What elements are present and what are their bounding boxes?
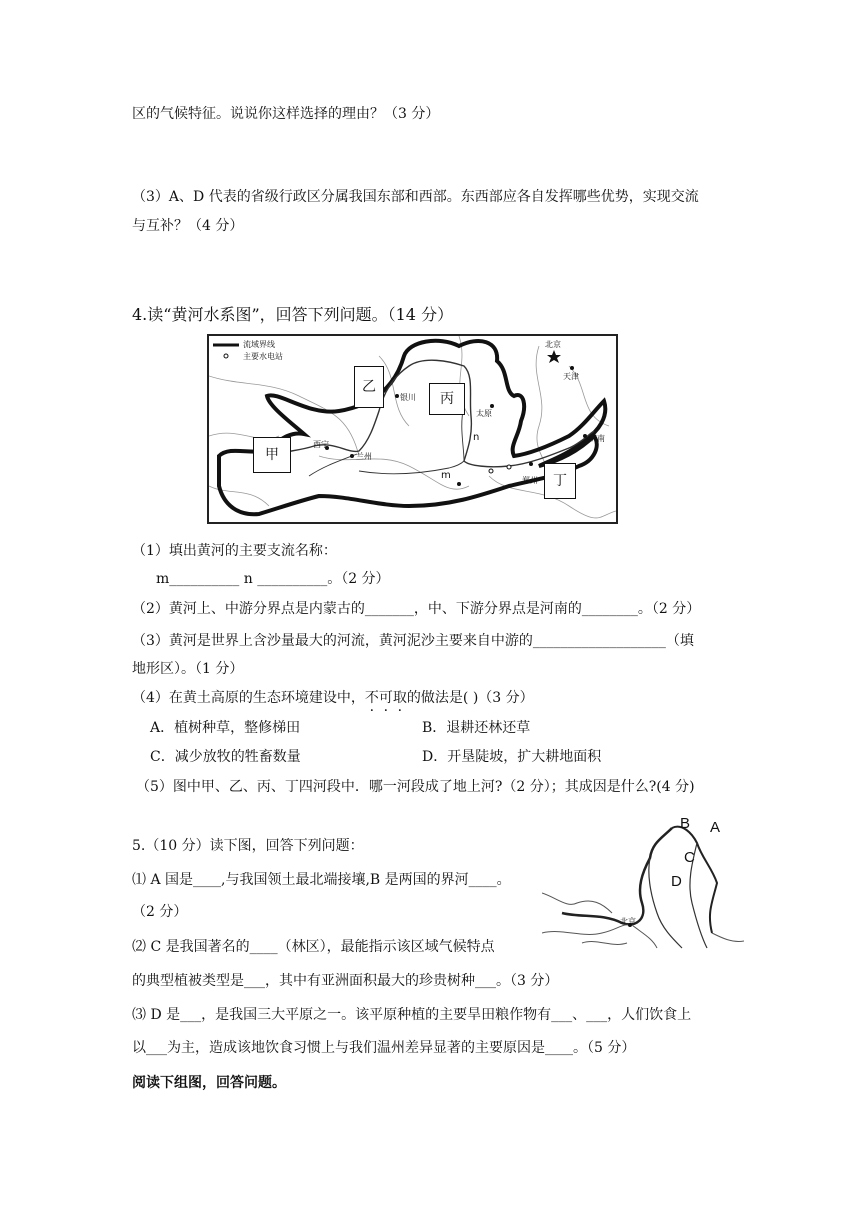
- q5-s3-line2: 以___为主，造成该地饮食习惯上与我们温州差异显著的主要原因是____。（5 分）: [132, 1040, 636, 1056]
- river-m-label: m: [441, 470, 451, 481]
- q4-s3-line1: （3）黄河是世界上含沙量最大的河流，黄河泥沙主要来自中游的___________________（填: [132, 633, 694, 649]
- box-yi: 乙: [354, 366, 384, 408]
- q4-s5: （5）图中甲、乙、丙、丁四河段中．哪一河段成了地上河?（2 分）；其成因是什么?(4 分): [136, 779, 695, 795]
- northeast-map: [542, 813, 744, 953]
- map-label-a: A: [710, 819, 721, 836]
- q2-tail: 区的气候特征。说说你这样选择的理由？（3 分）: [132, 106, 440, 122]
- legend-boundary-label: 流域界线: [243, 340, 275, 349]
- city-taiyuan: 太原: [476, 409, 492, 418]
- city-beijing: 北京: [545, 340, 561, 349]
- city-yinchuan: 银川: [400, 393, 416, 402]
- q4-s1: （1）填出黄河的主要支流名称：: [132, 543, 337, 559]
- map-label-b: B: [680, 815, 691, 832]
- footer-instruction: 阅读下组图，回答问题。: [132, 1075, 286, 1091]
- q5-s2-line1: ⑵ C 是我国著名的____（林区），最能指示该区域气候特点: [132, 939, 495, 955]
- q4-title: 4.读“黄河水系图”，回答下列问题。（14 分）: [132, 305, 454, 324]
- q4-s2: （2）黄河上、中游分界点是内蒙古的_______，中、下游分界点是河南的________。（2 分）: [132, 601, 701, 617]
- q5-s2-line2: 的典型植被类型是___，其中有亚洲面积最大的珍贵树种___。（3 分）: [132, 973, 559, 989]
- river-n-label: n: [473, 432, 480, 443]
- q4-s4: [132, 688, 534, 708]
- q4-option-b: B．退耕还林还草: [422, 720, 531, 736]
- map-label-beijing: 北京: [620, 917, 636, 926]
- city-lanzhou: 兰州: [356, 452, 372, 461]
- q4-s4-emph-2: 可: [378, 690, 393, 706]
- legend-station-label: 主要水电站: [243, 352, 283, 361]
- q3-line1: （3）A、D 代表的省级行政区分属我国东部和西部。东西部应各自发挥哪些优势，实现交流: [132, 189, 699, 205]
- city-xining: 西宁: [313, 440, 329, 449]
- map-label-c: C: [684, 849, 695, 866]
- q5-s3-line1: ⑶ D 是___，是我国三大平原之一。该平原种植的主要旱田粮作物有___、___，人们饮食上: [132, 1007, 692, 1023]
- box-bing: 丙: [429, 383, 465, 415]
- q4-s4-emph-3: 取: [392, 690, 407, 706]
- city-tianjin: 天津: [563, 372, 579, 381]
- q4-option-a: A．植树种草，整修梯田: [150, 720, 301, 736]
- q5-s1-points: （2 分）: [132, 904, 188, 920]
- q4-option-d: D．开垦陡坡，扩大耕地面积: [422, 749, 602, 765]
- q4-s1-blanks: m__________ n __________。（2 分）: [156, 571, 390, 587]
- box-ding: 丁: [544, 463, 576, 499]
- q4-s4-emph-1: 不: [364, 690, 379, 706]
- q5-s1: ⑴ A 国是____,与我国领土最北端接壤,B 是两国的界河____。: [132, 872, 511, 888]
- box-jia: 甲: [253, 437, 291, 473]
- map-label-d: D: [671, 873, 682, 890]
- q4-s3-line2: 地形区）。（1 分）: [132, 661, 244, 677]
- q4-s4-pre: （4）在黄土高原的生态环境建设中，: [132, 690, 365, 706]
- q5-title: 5.（10 分）读下图，回答下列问题：: [132, 838, 364, 854]
- q4-option-c: C．减少放牧的牲畜数量: [150, 749, 301, 765]
- q4-s4-post: 的做法是( )（3 分）: [406, 690, 534, 706]
- yellow-river-map: [207, 334, 618, 524]
- q3-line2: 与互补？（4 分）: [132, 218, 244, 234]
- city-zhengzhou: 郑州: [522, 476, 538, 485]
- city-jinan: 济南: [589, 434, 605, 443]
